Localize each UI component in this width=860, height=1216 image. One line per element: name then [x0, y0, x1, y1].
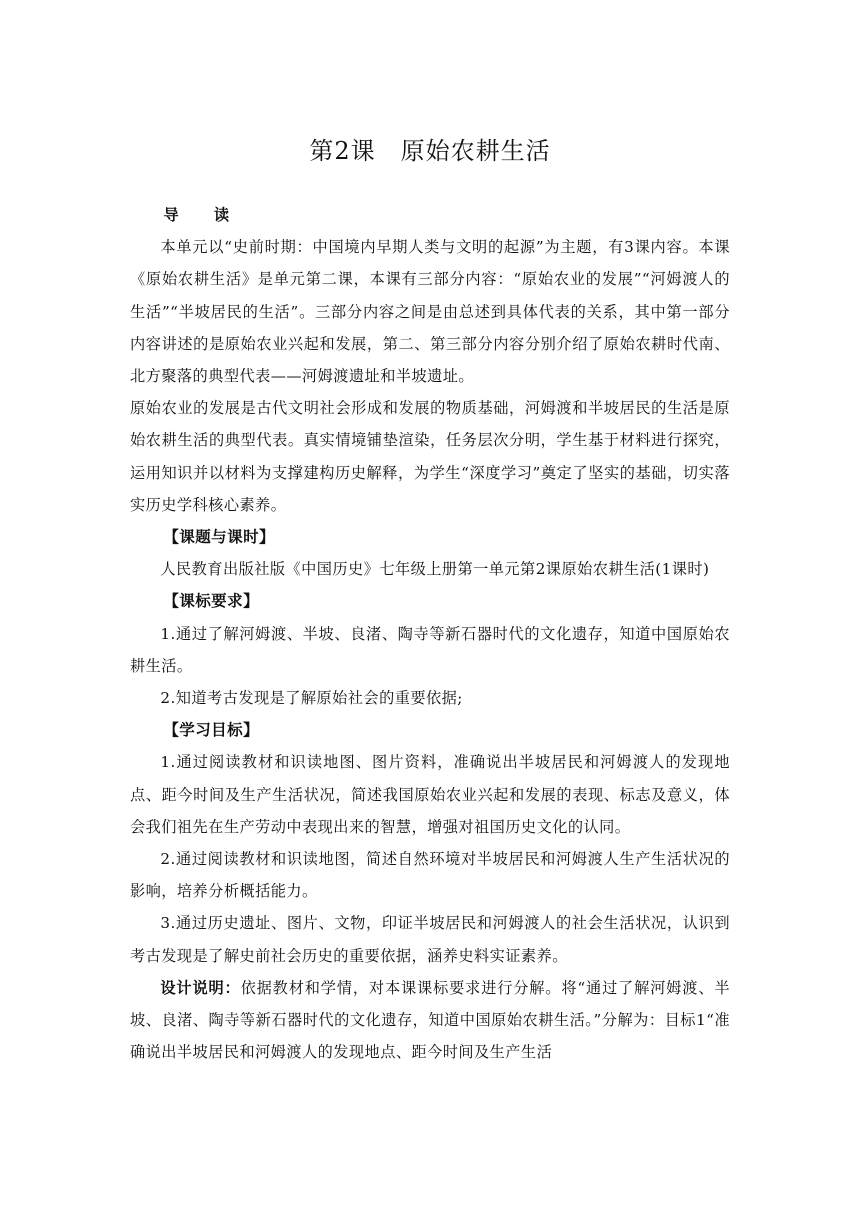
intro-paragraph: 原始农业的发展是古代文明社会形成和发展的物质基础，河姆渡和半坡居民的生活是原始农耕生活的典型代表。真实情境铺垫渲染，任务层次分明，学生基于材料进行探究，运用知识并以材料为支撑建构历史解释，为学生“深度学习”奠定了坚实的基础，切实落实历史学科核心素养。 — [130, 399, 730, 514]
design-note-text: 依据教材和学情，对本课课标要求进行分解。将“通过了解河姆渡、半坡、良渚、陶寺等新石器时代的文化遗存，知道中国原始农耕生活。”分解为：目标1“准确说出半坡居民和河姆渡人的发现地点、距今时间及生产生活 — [130, 978, 730, 1062]
section-paragraph: 人民教育出版社版《中国历史》七年级上册第一单元第2课原始农耕生活(1课时) — [160, 560, 710, 579]
document-body — [130, 199, 730, 1068]
section-paragraph: 1.通过阅读教材和识读地图、图片资料，准确说出半坡居民和河姆渡人的发现地点、距今时间及生产生活状况，简述我国原始农业兴起和发展的表现、标志及意义，体会我们祖先在生产劳动中表现出来的智慧，增强对祖国历史文化的认同。 — [130, 753, 730, 836]
section-heading-topic-hours: 【课题与课时】 — [163, 528, 275, 547]
section-paragraph: 2.知道考古发现是了解原始社会的重要依据; — [160, 689, 463, 708]
section-heading-learning-objectives: 【学习目标】 — [163, 721, 260, 740]
intro-paragraph: 本单元以“史前时期：中国境内早期人类与文明的起源”为主题，有3课内容。本课《原始农耕生活》是单元第二课，本课有三部分内容：“原始农业的发展”“河姆渡人的生活”“半坡居民的生活”。三部分内容之间是由总述到具体代表的关系，其中第一部分内容讲述的是原始农业兴起和发展，第二、第三部分内容分别介绍了原始农耕时代南、北方聚落的典型代表——河姆渡遗址和半坡遗址。 — [130, 238, 730, 386]
section-heading-curriculum-requirements: 【课标要求】 — [163, 592, 260, 611]
reading-heading: 导 读 — [163, 206, 239, 224]
section-paragraph: 3.通过历史遗址、图片、文物，印证半坡居民和河姆渡人的社会生活状况，认识到考古发现是了解史前社会历史的重要依据，涵养史料实证素养。 — [130, 914, 730, 965]
design-note-paragraph — [130, 972, 730, 1069]
section-paragraph: 2.通过阅读教材和识读地图，简述自然环境对半坡居民和河姆渡人生产生活状况的影响，培养分析概括能力。 — [130, 850, 730, 901]
design-note-label: 设计说明： — [160, 978, 241, 997]
lesson-title: 第2课 原始农耕生活 — [309, 137, 551, 165]
section-paragraph: 1.通过了解河姆渡、半坡、良渚、陶寺等新石器时代的文化遗存，知道中国原始农耕生活。 — [130, 624, 730, 675]
